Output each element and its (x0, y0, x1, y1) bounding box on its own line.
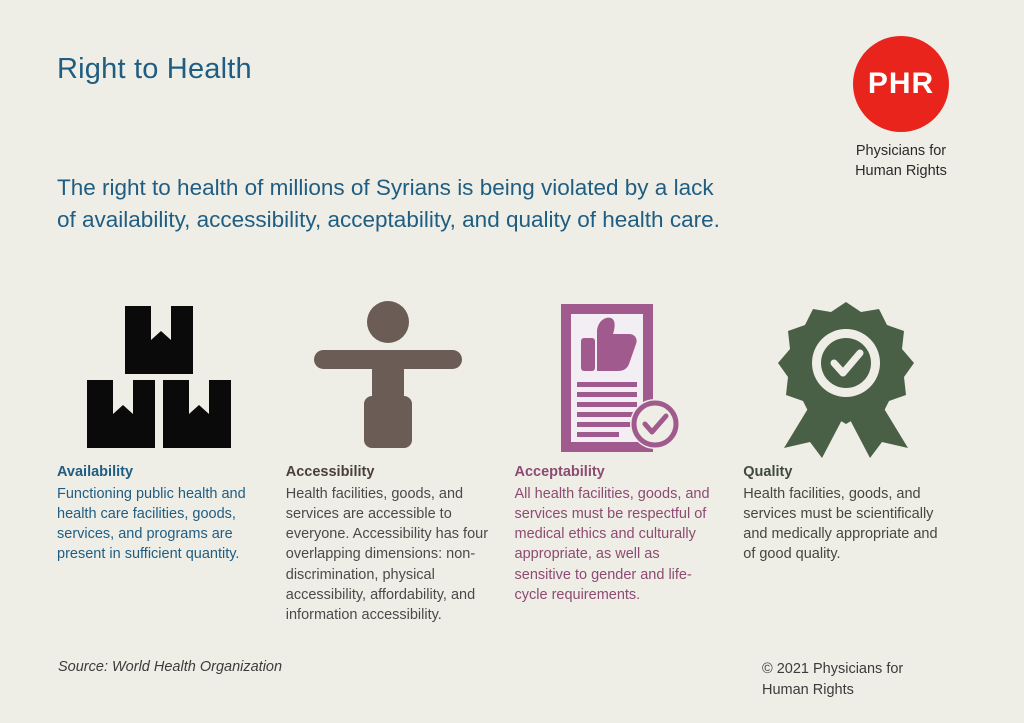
pillar-body: Health facilities, goods, and services must be scientifically and medically appropriate and of good quality. (743, 486, 938, 563)
pillar-quality (743, 292, 972, 625)
copyright-note (762, 659, 982, 701)
thumbs-up-document-check-icon (515, 292, 720, 464)
pillar-accessibility (286, 292, 515, 625)
pillar-acceptability (515, 292, 744, 625)
phr-org-line2: Human Rights (855, 162, 947, 179)
quality-seal-check-icon (743, 292, 948, 464)
phr-logo-mark (853, 36, 949, 132)
pillar-availability (57, 292, 286, 625)
pillar-columns (57, 292, 972, 625)
pillar-body: Functioning public health and health care facilities, goods, services, and programs are present in sufficient quantity. (57, 486, 246, 563)
pillar-title: Accessibility (285, 464, 375, 480)
phr-logo (820, 36, 982, 181)
phr-org-line1: Physicians for (855, 143, 947, 159)
pillar-title: Quality (743, 464, 793, 480)
pillar-body: Health facilities, goods, and services are accessible to everyone. Accessibility has four overlapping dimensions: non-discrimination, physical accessibility, affordability, and information accessibility. (285, 486, 489, 623)
phr-logo-text: PHR (867, 67, 935, 100)
source-note: Source: World Health Organization (58, 659, 283, 675)
copyright-line1: © 2021 Physicians for (762, 661, 904, 677)
pillar-title: Availability (57, 464, 134, 480)
pillar-body: All health facilities, goods, and services must be respectful of medical ethics and culturally appropriate, as well as sensitive to gender and life-cycle requirements. (514, 486, 710, 603)
lede-paragraph: The right to health of millions of Syrians is being violated by a lack of availability, accessibility, acceptability, and quality of health care. (57, 175, 720, 232)
page-title: Right to Health (57, 53, 252, 85)
pillar-title: Acceptability (514, 464, 605, 480)
accessibility-person-icon (286, 292, 491, 464)
phr-org-name (820, 142, 982, 181)
copyright-line2: Human Rights (762, 682, 854, 699)
boxes-stack-icon (57, 292, 262, 464)
